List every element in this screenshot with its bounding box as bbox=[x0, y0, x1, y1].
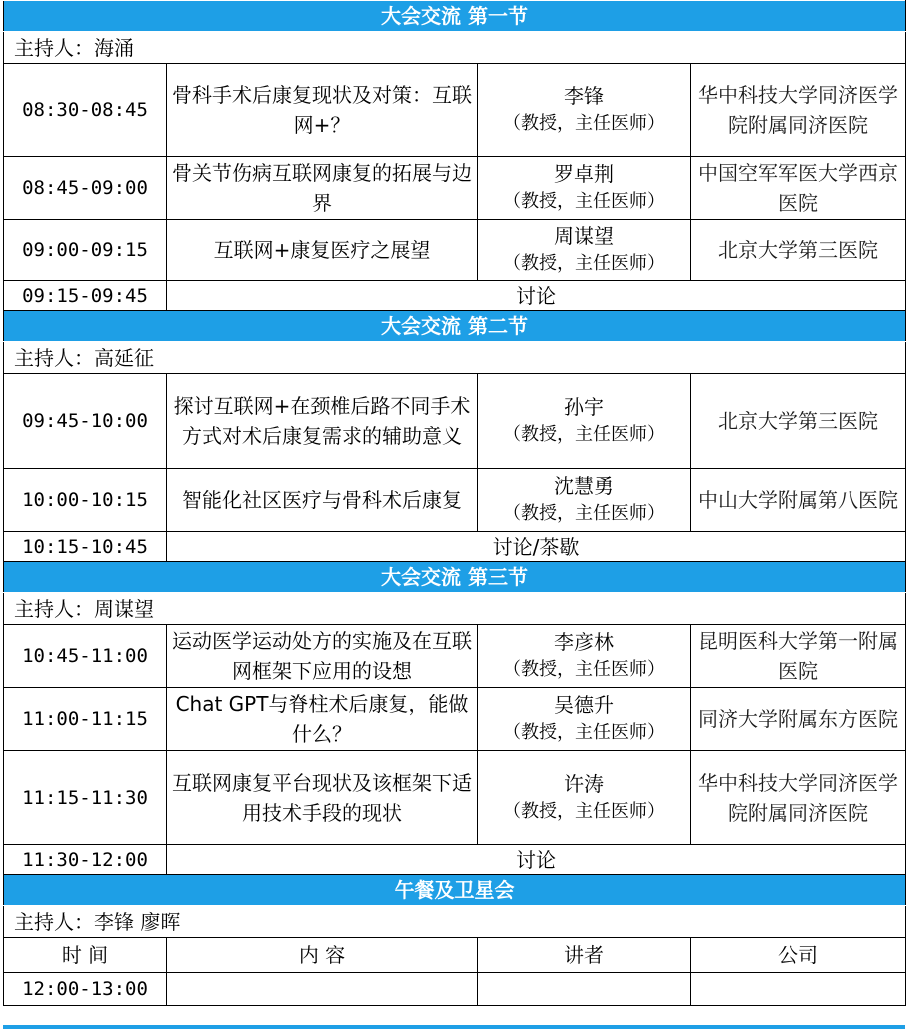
speaker-title: （教授，主任医师） bbox=[503, 191, 665, 212]
talk-speaker bbox=[478, 374, 691, 469]
talk-time: 08:30-08:45 bbox=[4, 64, 167, 157]
section-host: 主持人：高延征 bbox=[4, 342, 906, 374]
speaker-name: 沈慧勇 bbox=[554, 474, 614, 498]
discussion-time: 09:15-09:45 bbox=[4, 281, 167, 311]
talk-row bbox=[4, 64, 906, 157]
talk-topic: 探讨互联网+在颈椎后路不同手术方式对术后康复需求的辅助意义 bbox=[167, 374, 478, 469]
lunch-header-row bbox=[4, 938, 906, 973]
talk-time: 11:00-11:15 bbox=[4, 688, 167, 751]
discussion-row bbox=[4, 532, 906, 562]
speaker-name: 李锋 bbox=[564, 84, 604, 108]
lunch-title: 午餐及卫星会 bbox=[4, 875, 906, 906]
speaker-name: 罗卓荆 bbox=[554, 162, 614, 186]
talk-institution: 同济大学附属东方医院 bbox=[691, 688, 906, 751]
speaker-name: 李彦林 bbox=[554, 630, 614, 654]
speaker-name: 孙宇 bbox=[564, 395, 604, 419]
lunch-time: 12:00-13:00 bbox=[4, 973, 167, 1006]
talk-row bbox=[4, 469, 906, 532]
talk-time: 09:45-10:00 bbox=[4, 374, 167, 469]
header-company: 公司 bbox=[691, 938, 906, 973]
conference-schedule-table bbox=[3, 0, 906, 1006]
lunch-content bbox=[167, 973, 478, 1006]
talk-topic: 互联网康复平台现状及该框架下适用技术手段的现状 bbox=[167, 751, 478, 845]
speaker-title: （教授，主任医师） bbox=[503, 659, 665, 680]
talk-time: 10:00-10:15 bbox=[4, 469, 167, 532]
discussion-time: 10:15-10:45 bbox=[4, 532, 167, 562]
discussion-row bbox=[4, 281, 906, 311]
talk-institution: 北京大学第三医院 bbox=[691, 374, 906, 469]
talk-row bbox=[4, 625, 906, 688]
speaker-title: （教授，主任医师） bbox=[503, 253, 665, 274]
talk-speaker bbox=[478, 64, 691, 157]
discussion-time: 11:30-12:00 bbox=[4, 845, 167, 875]
talk-speaker bbox=[478, 688, 691, 751]
section-title: 大会交流 第三节 bbox=[4, 562, 906, 593]
section-title: 大会交流 第二节 bbox=[4, 311, 906, 342]
header-time: 时 间 bbox=[4, 938, 167, 973]
section-title: 大会交流 第一节 bbox=[4, 1, 906, 32]
talk-topic: 智能化社区医疗与骨科术后康复 bbox=[167, 469, 478, 532]
talk-topic: 骨关节伤病互联网康复的拓展与边界 bbox=[167, 157, 478, 220]
talk-institution: 中山大学附属第八医院 bbox=[691, 469, 906, 532]
talk-time: 10:45-11:00 bbox=[4, 625, 167, 688]
talk-institution: 北京大学第三医院 bbox=[691, 220, 906, 281]
header-content: 内 容 bbox=[167, 938, 478, 973]
talk-speaker bbox=[478, 469, 691, 532]
talk-time: 08:45-09:00 bbox=[4, 157, 167, 220]
talk-row bbox=[4, 688, 906, 751]
talk-time: 11:15-11:30 bbox=[4, 751, 167, 845]
talk-time: 09:00-09:15 bbox=[4, 220, 167, 281]
lunch-speaker bbox=[478, 973, 691, 1006]
lunch-row bbox=[4, 973, 906, 1006]
talk-institution: 昆明医科大学第一附属医院 bbox=[691, 625, 906, 688]
talk-row bbox=[4, 751, 906, 845]
section-host: 主持人：海涌 bbox=[4, 32, 906, 64]
speaker-title: （教授，主任医师） bbox=[503, 800, 665, 822]
talk-speaker bbox=[478, 220, 691, 281]
talk-topic: Chat GPT与脊柱术后康复，能做什么？ bbox=[167, 688, 478, 751]
talk-speaker bbox=[478, 157, 691, 220]
talk-row bbox=[4, 157, 906, 220]
section-host: 主持人：周谋望 bbox=[4, 593, 906, 625]
talk-institution: 华中科技大学同济医学院附属同济医院 bbox=[691, 64, 906, 157]
discussion-label: 讨论/茶歇 bbox=[167, 532, 906, 562]
speaker-name: 许涛 bbox=[564, 771, 604, 796]
next-section-banner-edge bbox=[3, 1025, 905, 1029]
discussion-row bbox=[4, 845, 906, 875]
speaker-name: 周谋望 bbox=[554, 224, 614, 248]
talk-row bbox=[4, 374, 906, 469]
discussion-label: 讨论 bbox=[167, 845, 906, 875]
speaker-title: （教授，主任医师） bbox=[503, 424, 665, 445]
speaker-title: （教授，主任医师） bbox=[503, 503, 665, 524]
talk-speaker bbox=[478, 751, 691, 845]
speaker-name: 吴德升 bbox=[554, 693, 614, 717]
speaker-title: （教授，主任医师） bbox=[503, 113, 665, 134]
talk-topic: 互联网+康复医疗之展望 bbox=[167, 220, 478, 281]
talk-speaker bbox=[478, 625, 691, 688]
talk-row bbox=[4, 220, 906, 281]
header-speaker: 讲者 bbox=[478, 938, 691, 973]
lunch-company bbox=[691, 973, 906, 1006]
talk-institution: 华中科技大学同济医学院附属同济医院 bbox=[691, 751, 906, 845]
talk-institution: 中国空军军医大学西京医院 bbox=[691, 157, 906, 220]
speaker-title: （教授，主任医师） bbox=[503, 722, 665, 743]
talk-topic: 骨科手术后康复现状及对策：互联网+？ bbox=[167, 64, 478, 157]
talk-topic: 运动医学运动处方的实施及在互联网框架下应用的设想 bbox=[167, 625, 478, 688]
lunch-host: 主持人：李锋 廖晖 bbox=[4, 906, 906, 938]
discussion-label: 讨论 bbox=[167, 281, 906, 311]
